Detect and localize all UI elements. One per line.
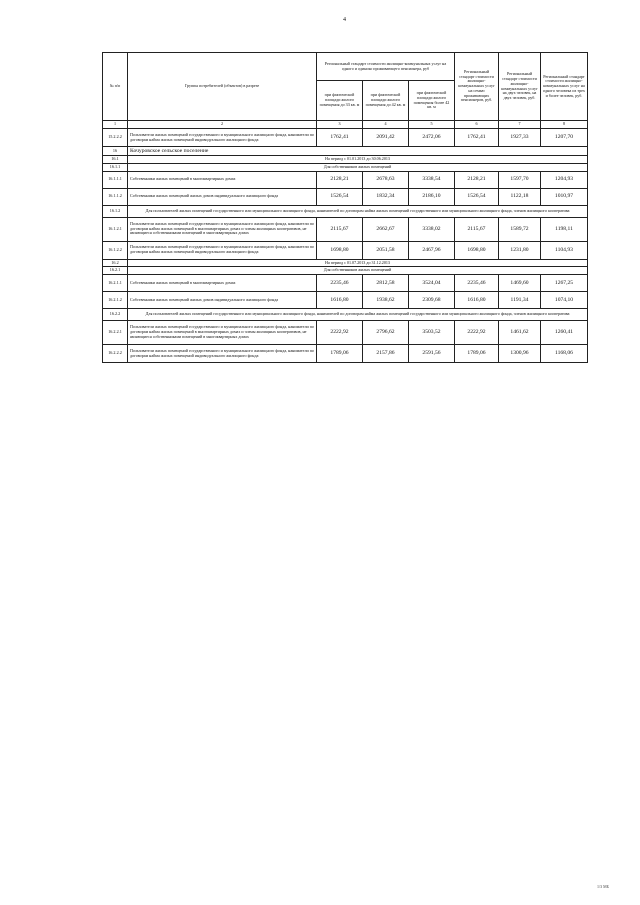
row-value: 2472,06 (409, 129, 455, 147)
header-col-3: при фактической площади жилого помещения до 33 кв. м (317, 81, 363, 121)
row-value: 2235,46 (317, 275, 363, 292)
row-code: 16.2.2.1 (103, 321, 128, 345)
header-group-title: Региональный стандарт стоимости жилищно-коммунальных услуг на одного и одиноко проживающего пенсионера, руб (317, 53, 455, 81)
row-value: 1589,72 (499, 217, 541, 241)
row-code: 15.2.2.2 (103, 129, 128, 147)
row-value: 2115,67 (317, 217, 363, 241)
table-row-data (103, 129, 588, 147)
period-heading: Для собственников жилых помещений (128, 163, 588, 171)
row-value: 1260,41 (541, 321, 588, 345)
table-row-span (103, 259, 588, 267)
table-row-span (103, 156, 588, 164)
column-number: 6 (455, 121, 499, 129)
row-value: 2796,62 (363, 321, 409, 345)
row-value: 1762,41 (317, 129, 363, 147)
row-value: 1231,80 (499, 241, 541, 259)
row-name: Пользователи жилых помещений государственного и муниципального жилищного фонда, наниматели по договорам найма жилых помещений индивидуального жилищного фонда (128, 129, 317, 147)
row-value: 1267,25 (541, 275, 588, 292)
row-code: 16.1.1.1 (103, 171, 128, 188)
row-value: 1469,60 (499, 275, 541, 292)
table-row-data (103, 188, 588, 205)
row-code: 16.1 (103, 156, 128, 164)
row-code: 16.2.1.1 (103, 275, 128, 292)
row-code: 16.2.2 (103, 309, 128, 321)
row-value: 2662,67 (363, 217, 409, 241)
table-row-span (103, 267, 588, 275)
table-row-data (103, 217, 588, 241)
column-number: 8 (541, 121, 588, 129)
row-value: 2128,21 (455, 171, 499, 188)
row-value: 1616,80 (455, 292, 499, 309)
row-code: 16 (103, 147, 128, 156)
row-name: Собственники жилых помещений жилых домов индивидуального жилищного фонда (128, 188, 317, 205)
table-row-data (103, 345, 588, 363)
page-number: 4 (343, 17, 346, 23)
row-name: Собственники жилых помещений жилых домов индивидуального жилищного фонда (128, 292, 317, 309)
row-value: 2678,63 (363, 171, 409, 188)
row-value: 2157,86 (363, 345, 409, 363)
header-name: Группы потребителей (объектов) в разрезе (128, 53, 317, 121)
period-heading: На период с 01.07.2013 до 31.12.2013 (128, 259, 588, 267)
row-value: 3503,52 (409, 321, 455, 345)
row-value: 2235,46 (455, 275, 499, 292)
column-number: 1 (103, 121, 128, 129)
row-code: 16.1.1.2 (103, 188, 128, 205)
row-value: 1104,93 (541, 241, 588, 259)
column-number: 5 (409, 121, 455, 129)
period-heading: На период с 01.01.2013 до 30.06.2013 (128, 156, 588, 164)
footer-mark: 1/3 МБ (597, 884, 609, 889)
row-value: 1762,41 (455, 129, 499, 147)
row-value: 1198,11 (541, 217, 588, 241)
period-heading: Для пользователей жилых помещений государственного или муниципального жилищного фонда, нанимателей по договорам найма жилых помещений государственного или муниципального жилищного фонда, членов жилищного кооператива (128, 309, 588, 321)
row-value: 1191,34 (499, 292, 541, 309)
period-heading: Для пользователей жилых помещений государственного или муниципального жилищного фонда, нанимателей по договорам найма жилых помещений государственного или муниципального жилищного фонда, членов жилищного кооператива (128, 205, 588, 217)
row-value: 1789,06 (455, 345, 499, 363)
row-value: 1927,33 (499, 129, 541, 147)
row-value: 2812,58 (363, 275, 409, 292)
row-value: 2591,56 (409, 345, 455, 363)
header-col-6: Региональный стандарт стоимости жилищно-коммунальных услуг на семью проживающих пенсионеров, руб. (455, 53, 499, 121)
row-name: Пользователи жилых помещений государственного и муниципального жилищного фонда, наниматели по договорам найма жилых помещений индивидуального жилищного фонда (128, 345, 317, 363)
column-number: 7 (499, 121, 541, 129)
row-value: 3338,02 (409, 217, 455, 241)
row-code: 16.2.2.2 (103, 345, 128, 363)
row-code: 16.1.2 (103, 205, 128, 217)
row-name: Собственники жилых помещений в многоквартирных домах (128, 171, 317, 188)
row-name: Пользователи жилых помещений государственного и муниципального жилищного фонда, наниматели по договорам найма жилых помещений в многоквартирных домах и члены жилищных кооперативов, не являющиеся собственниками помещений в многоквартирных домах (128, 217, 317, 241)
row-value: 2222,92 (317, 321, 363, 345)
row-value: 2091,42 (363, 129, 409, 147)
row-code: 16.2.1 (103, 267, 128, 275)
header-row-top (103, 53, 588, 81)
standards-table (102, 52, 588, 363)
table-row-data (103, 292, 588, 309)
row-code: 16.2 (103, 259, 128, 267)
column-number: 4 (363, 121, 409, 129)
row-value: 1832,34 (363, 188, 409, 205)
header-no: № п/п (103, 53, 128, 121)
row-name: Пользователи жилых помещений государственного и муниципального жилищного фонда, наниматели по договорам найма жилых помещений индивидуального жилищного фонда (128, 241, 317, 259)
row-value: 2051,58 (363, 241, 409, 259)
row-value: 2467,96 (409, 241, 455, 259)
row-value: 1526,54 (317, 188, 363, 205)
row-value: 3524,04 (409, 275, 455, 292)
row-value: 1698,80 (455, 241, 499, 259)
row-code: 16.1.2.1 (103, 217, 128, 241)
table-row-span (103, 309, 588, 321)
row-value: 1074,10 (541, 292, 588, 309)
row-value: 2128,21 (317, 171, 363, 188)
row-value: 1597,70 (499, 171, 541, 188)
period-heading: Для собственников жилых помещений (128, 267, 588, 275)
row-value: 1010,97 (541, 188, 588, 205)
row-value: 2186,10 (409, 188, 455, 205)
row-code: 16.1.1 (103, 163, 128, 171)
table-row-data (103, 321, 588, 345)
section-title: Кочуровское сельское поселение (128, 147, 588, 156)
column-number: 3 (317, 121, 363, 129)
row-value: 1204,93 (541, 171, 588, 188)
row-code: 16.1.2.2 (103, 241, 128, 259)
table-row-span (103, 163, 588, 171)
row-value: 1526,54 (455, 188, 499, 205)
row-value: 2309,68 (409, 292, 455, 309)
row-value: 1789,06 (317, 345, 363, 363)
table-row-data (103, 275, 588, 292)
row-name: Пользователи жилых помещений государственного и муниципального жилищного фонда, наниматели по договорам найма жилых помещений в многоквартирных домах и члены жилищных кооперативов, не являющиеся собственниками помещений в многоквартирных домах (128, 321, 317, 345)
row-value: 1122,18 (499, 188, 541, 205)
header-col-5: при фактической площади жилого помещения более 42 кв. м (409, 81, 455, 121)
table-row-data (103, 171, 588, 188)
header-col-4: при фактической площади жилого помещения до 42 кв. м (363, 81, 409, 121)
row-code: 16.2.1.2 (103, 292, 128, 309)
table-row-data (103, 241, 588, 259)
row-value: 2222,92 (455, 321, 499, 345)
row-value: 1616,80 (317, 292, 363, 309)
column-number-row (103, 121, 588, 129)
header-col-7: Региональный стандарт стоимости жилищно-коммунальных услуг на двух человек, на двух человек, руб. (499, 53, 541, 121)
row-value: 1938,62 (363, 292, 409, 309)
row-value: 1698,80 (317, 241, 363, 259)
row-value: 1461,62 (499, 321, 541, 345)
row-value: 1207,70 (541, 129, 588, 147)
table-row-span (103, 205, 588, 217)
row-value: 3338,54 (409, 171, 455, 188)
table-row-section (103, 147, 588, 156)
row-name: Собственники жилых помещений в многоквартирных домах (128, 275, 317, 292)
column-number: 2 (128, 121, 317, 129)
row-value: 1168,06 (541, 345, 588, 363)
row-value: 2115,67 (455, 217, 499, 241)
header-col-8: Региональный стандарт стоимости жилищно-коммунальных услуг на одного человека из трех и более человек, руб. (541, 53, 588, 121)
row-value: 1300,96 (499, 345, 541, 363)
